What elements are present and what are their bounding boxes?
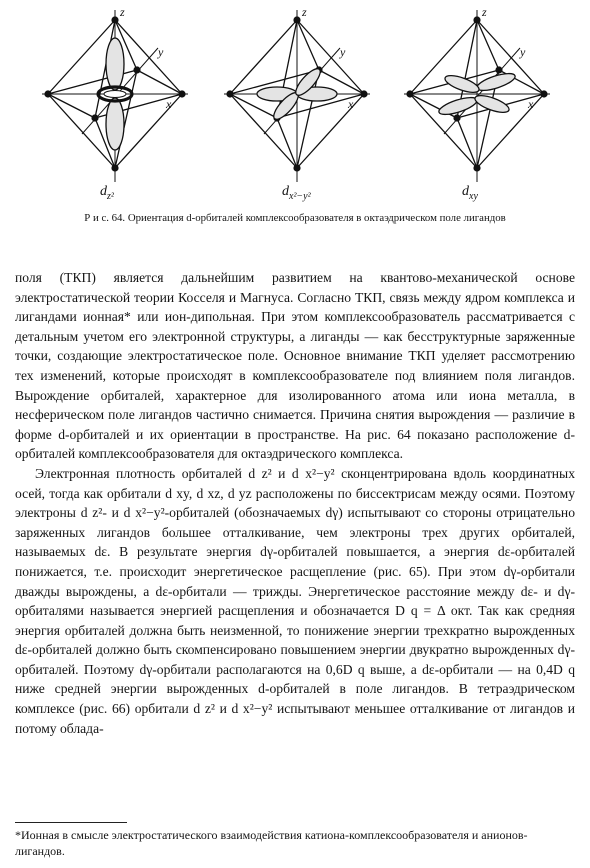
axis-label-x: x — [348, 97, 354, 111]
ligand-point — [111, 16, 118, 23]
orbital-lobe — [106, 98, 124, 150]
octahedron-edge — [277, 118, 297, 168]
octahedron-edge — [48, 94, 95, 118]
footnote-rule — [15, 822, 127, 823]
body-text — [15, 268, 575, 738]
figure-caption: Р и с. 64. Ориентация d-орбиталей комплексообразователя в октаэдрическом поле лигандов — [84, 212, 506, 224]
axis-label-z: z — [120, 6, 125, 19]
octahedron-dx2y2-svg — [222, 6, 372, 202]
ligand-point — [111, 164, 118, 171]
ligand-point — [226, 90, 233, 97]
orbital-diagram-dz2 — [40, 6, 190, 202]
ligand-point — [44, 90, 51, 97]
ligand-point — [406, 90, 413, 97]
ligand-point — [293, 16, 300, 23]
octahedron-edge — [297, 94, 364, 168]
ligand-point — [473, 164, 480, 171]
footnote: *Ионная в смысле электростатического взаимодействия катиона-комплексообразователя и анионов-лигандов. — [15, 828, 528, 858]
ligand-point — [495, 66, 502, 73]
octahedron-edge — [48, 20, 115, 94]
figure-64 — [40, 6, 560, 202]
octahedron-dz2-svg — [40, 6, 190, 202]
ligand-point — [293, 164, 300, 171]
octahedron-edge — [457, 118, 477, 168]
axis-label-z: z — [482, 6, 487, 19]
ligand-point — [178, 90, 185, 97]
orbital-diagram-dx2y2 — [222, 6, 372, 202]
orbital-label: $d_{x^2-y^2}$ — [282, 184, 311, 202]
orbital-label: $d_{xy}$ — [462, 184, 478, 202]
octahedron-edge — [48, 94, 115, 168]
axis-label-y: y — [340, 45, 346, 59]
axis-label-z: z — [302, 6, 307, 19]
orbital-label: $d_{z^2}$ — [100, 184, 114, 202]
octahedron-edge — [115, 94, 182, 168]
octahedron-edge — [297, 20, 319, 70]
octahedron-edge — [137, 70, 182, 94]
paragraph-2: Электронная плотность орбиталей d z² и d x²−y² сконцентрирована вдоль координатных осей, тогда как орбитали d xy, d xz, d yz расположены по биссектрисам между осями. Поэтому электроны d z²- и d x²−y²-орбиталей (обозначаемых dγ) испытывают со стороны отрицательно заряженных лигандов большее отталкивание, чем электроны трех других орбиталей, называемых dε. В результате энергия dγ-орбиталей повышается, а энергия dε-орбиталей понижается, т.е. происходит энергетическое расщепление (рис. 65). При этом dγ-орбитали дважды вырождены, а dε-орбитали — трижды. Энергетическое расстояние между dε- и dγ-орбиталями называется энергией расщепления и обозначается D q = Δ окт. Так как средняя энергия орбиталей должна быть неизменной, то понижение энергии трехкратно вырожденных dε-орбиталей должно быть скомпенсировано повышением энергии двукратно вырожденных dγ-орбиталей. Поэтому dγ-орбитали располагаются на 0,6D q выше, а dε-орбитали — на 0,4D q ниже средней энергии вырожденных d-орбиталей в поле лигандов. В тетраэдрическом комплексе (рис. 66) орбитали d z² и d x²−y² испытывают меньшее отталкивание от лигандов и потому облада- — [15, 465, 575, 736]
orbital-diagram-dxy — [402, 6, 552, 202]
ligand-point — [360, 90, 367, 97]
octahedron-edge — [115, 20, 182, 94]
orbital-ring-inner — [104, 91, 126, 98]
octahedron-edge — [477, 20, 499, 70]
ligand-point — [473, 16, 480, 23]
octahedron-dxy-svg — [402, 6, 552, 202]
axis-label-x: x — [528, 97, 534, 111]
octahedron-edge — [230, 20, 297, 94]
orbital-lobe — [106, 38, 124, 90]
ligand-point — [540, 90, 547, 97]
orbital-lobe — [475, 70, 517, 94]
ligand-point — [133, 66, 140, 73]
axis-label-y: y — [520, 45, 526, 59]
ligand-point — [91, 114, 98, 121]
axis-label-y: y — [158, 45, 164, 59]
paragraph-1: поля (ТКП) является дальнейшим развитием на квантово-механической основе электростатической теории Косселя и Магнуса. Согласно ТКП, связь между ядром комплекса и лигандами ионная* или ион-дипольная. При этом комплексообразователь рассматривается с детальным учетом его электронной структуры, а лиганды — как бесструктурные заряженные точки, создающие электростатическое поле. Основное внимание ТКП уделяет рассмотрению тех изменений, которые происходят в комплексообразователе под влиянием поля лигандов. Вырождение орбиталей, характерное для изолированного атома или иона металла, в несферическом поле лигандов частично снимается. Причина снятия вырождения — различие в форме d-орбиталей и их ориентации в пространстве. На рис. 64 показано расположение d-орбиталей комплексообразователя для октаэдрического комплекса. — [15, 270, 575, 462]
ligand-point — [453, 114, 460, 121]
axis-label-x: x — [166, 97, 172, 111]
